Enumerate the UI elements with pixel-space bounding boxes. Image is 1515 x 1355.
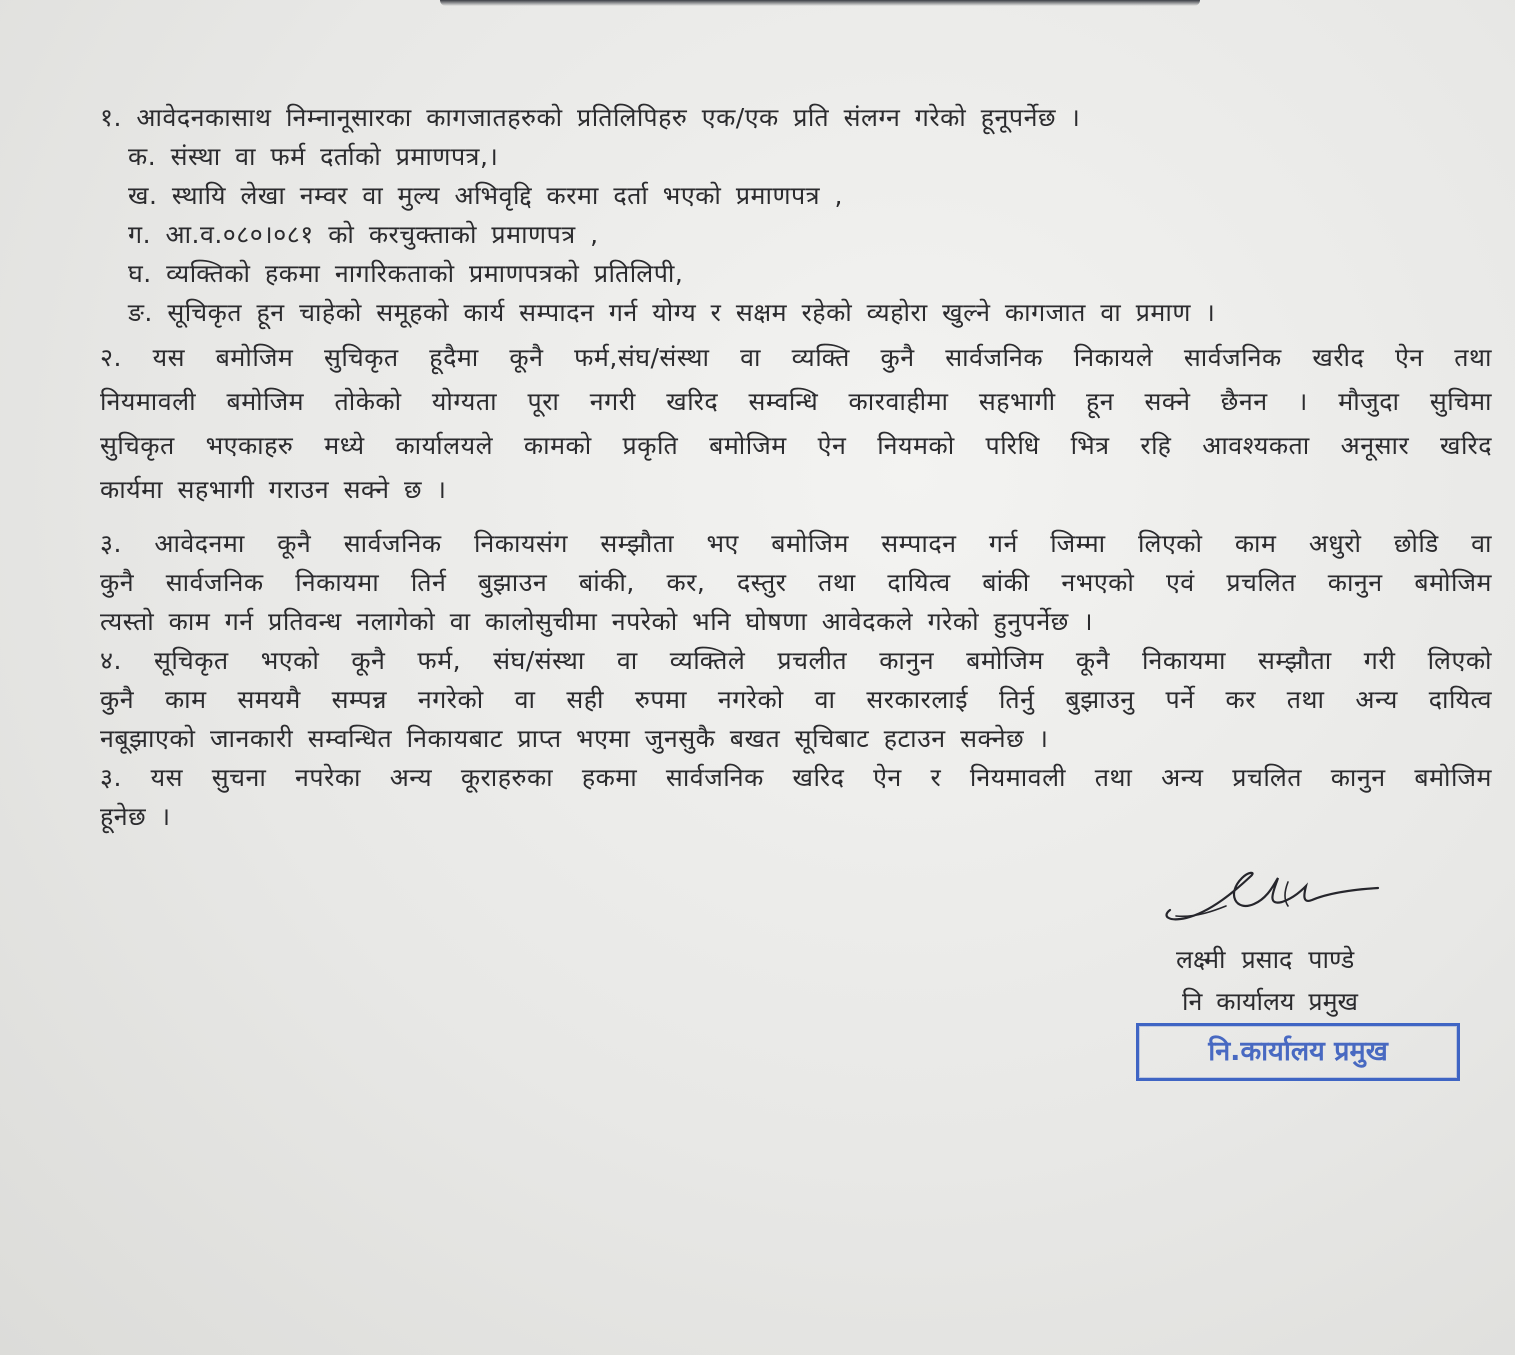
top-edge-shadow [440,0,1200,6]
clause-3 [100,524,1492,641]
clause-4-line: कुनै काम समयमै सम्पन्न नगरेको वा सही रुपमा नगरेको वा सरकारलाई तिर्नु बुझाउनु पर्ने कर तथा अन्य दायित्व [100,685,1492,714]
clause-1-item-gha: घ. व्यक्तिको हकमा नागरिकताको प्रमाणपत्रको प्रतिलिपी, [128,259,684,288]
signatory-designation: नि कार्यालय प्रमुख [1182,987,1358,1016]
clause-4 [100,641,1492,758]
clause-5-line: ३. यस सुचना नपरेका अन्य कूराहरुका हकमा सार्वजनिक खरिद ऐन र नियमावली तथा अन्य प्रचलित कानुन बमोजिम [100,763,1492,792]
stamp-text: नि.कार्यालय प्रमुख [1208,1036,1388,1067]
clause-3-line: कुनै सार्वजनिक निकायमा तिर्न बुझाउन बांकी, कर, दस्तुर तथा दायित्व बांकी नभएको एवं प्रचलित कानुन बमोजिम [100,568,1492,597]
clause-2-line: कार्यमा सहभागी गराउन सक्ने छ । [100,475,447,504]
clause-4-line: नबूझाएको जानकारी सम्वन्धित निकायबाट प्राप्त भएमा जुनसुकै बखत सूचिबाट हटाउन सक्नेछ । [100,724,1049,753]
office-chief-stamp [1136,1023,1460,1081]
clause-2-line: नियमावली बमोजिम तोकेको योग्यता पूरा नगरी खरिद सम्वन्धि कारवाहीमा सहभागी हून सक्ने छैनन । मौजुदा सुचिमा [100,387,1492,416]
clause-2-line: सुचिकृत भएकाहरु मध्ये कार्यालयले कामको प्रकृति बमोजिम ऐन नियमको परिधि भित्र रहि आवश्यकता अनूसार खरिद [100,431,1492,460]
clause-2 [100,336,1492,512]
clause-5 [100,758,1492,836]
clause-4-line: ४. सूचिकृत भएको कूनै फर्म, संघ/संस्था वा व्यक्तिले प्रचलीत कानुन बमोजिम कूनै निकायमा सम्झौता गरी लिएको [100,646,1492,675]
clause-1-item-ga: ग. आ.व.०८०।०८१ को करचुक्ताको प्रमाणपत्र , [128,220,599,249]
handwritten-signature [1156,860,1386,930]
signatory-name: लक्ष्मी प्रसाद पाण्डे [1176,945,1355,974]
clause-3-line: त्यस्तो काम गर्न प्रतिवन्ध नलागेको वा कालोसुचीमा नपरेको भनि घोषणा आवेदकले गरेको हुनुपर्नेछ । [100,607,1094,636]
clause-2-line: २. यस बमोजिम सुचिकृत हूदैमा कूनै फर्म,संघ/संस्था वा व्यक्ति कुनै सार्वजनिक निकायले सार्वजनिक खरीद ऐन तथा [100,343,1492,372]
clause-3-line: ३. आवेदनमा कूनै सार्वजनिक निकायसंग सम्झौता भए बमोजिम सम्पादन गर्न जिम्मा लिएको काम अधुरो छोडि वा [100,529,1492,558]
clause-1-item-nga: ङ. सूचिकृत हून चाहेको समूहको कार्य सम्पादन गर्न योग्य र सक्षम रहेको व्यहोरा खुल्ने कागजात वा प्रमाण । [128,298,1216,327]
clause-5-line: हूनेछ । [100,802,171,831]
notice-body [100,98,1492,836]
clause-1 [100,98,1492,332]
clause-1-item-kha: ख. स्थायि लेखा नम्वर वा मुल्य अभिवृद्दि करमा दर्ता भएको प्रमाणपत्र , [128,181,843,210]
clause-1-heading: १. आवेदनकासाथ निम्नानूसारका कागजातहरुको प्रतिलिपिहरु एक/एक प्रति संलग्न गरेको हूनूपर्नेछ । [100,103,1081,132]
clause-1-item-ka: क. संस्था वा फर्म दर्ताको प्रमाणपत्र,। [128,142,499,171]
